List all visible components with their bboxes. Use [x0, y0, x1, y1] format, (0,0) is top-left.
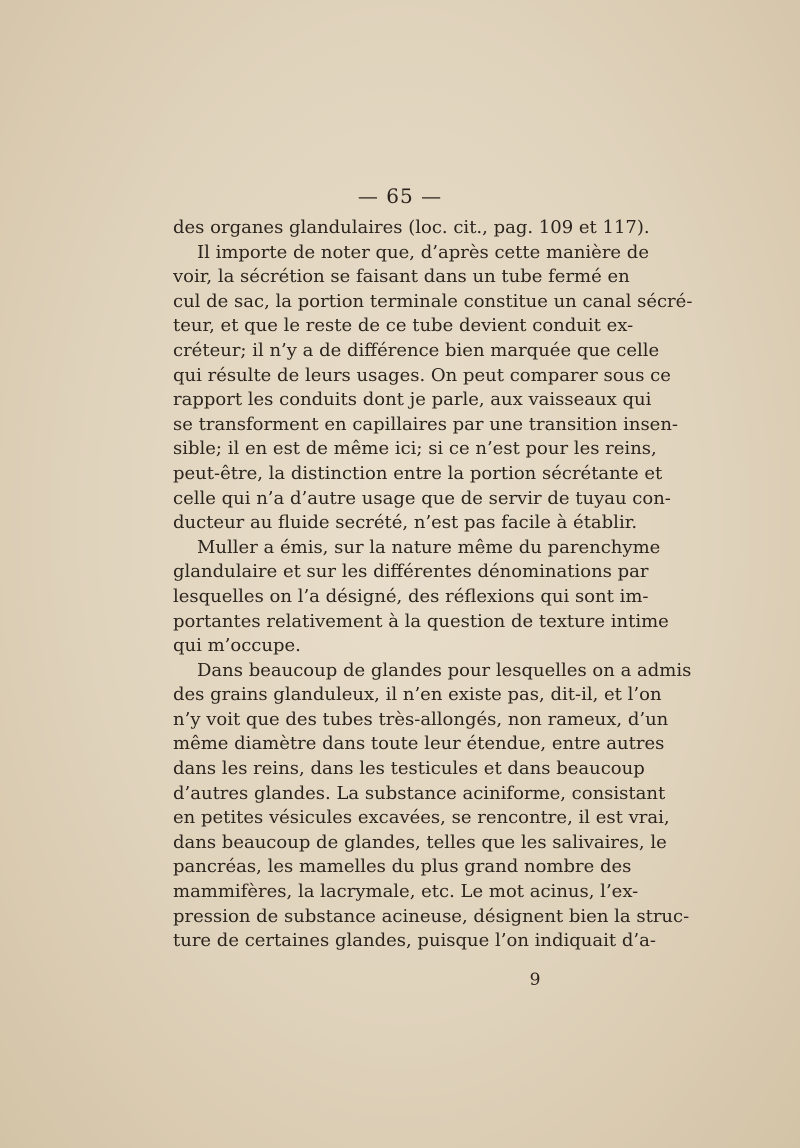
text-line: d’autres glandes. La substance aciniforme, consistant	[173, 782, 666, 804]
text-line: portantes relativement à la question de texture intime	[173, 610, 669, 632]
text-line: qui résulte de leurs usages. On peut comparer sous ce	[173, 364, 671, 386]
text-line: pression de substance acineuse, désignent bien la struc-	[173, 905, 690, 927]
text-line: qui m’occupe.	[173, 635, 301, 657]
text-line: teur, et que le reste de ce tube devient conduit ex-	[173, 315, 634, 337]
text-line: glandulaire et sur les différentes dénominations par	[173, 561, 649, 583]
signature-mark: 9	[529, 970, 541, 990]
text-line: des organes glandulaires (loc. cit., pag. 109 et 117).	[173, 217, 650, 238]
text-line: se transforment en capillaires par une transition insen-	[173, 413, 679, 435]
text-line: peut-être, la distinction entre la portion sécrétante et	[173, 462, 663, 484]
text-line: dans les reins, dans les testicules et dans beaucoup	[173, 758, 645, 780]
text-line: Muller a émis, sur la nature même du parenchyme	[197, 536, 661, 558]
text-line: dans beaucoup de glandes, telles que les salivaires, le	[173, 831, 667, 853]
text-line: ture de certaines glandes, puisque l’on indiquait d’a-	[173, 930, 656, 952]
text-line: voir, la sécrétion se faisant dans un tube fermé en	[173, 266, 630, 288]
text-line: Il importe de noter que, d’après cette manière de	[197, 241, 649, 263]
text-line: pancréas, les mamelles du plus grand nombre des	[173, 856, 632, 878]
text-line: ducteur au fluide secrété, n’est pas facile à établir.	[173, 512, 638, 534]
text-line: des grains glanduleux, il n’en existe pas, dit-il, et l’on	[173, 684, 662, 706]
text-line: n’y voit que des tubes très-allongés, non rameux, d’un	[173, 708, 669, 730]
text-line: créteur; il n’y a de différence bien marquée que celle	[173, 339, 660, 361]
text-line: mammifères, la lacrymale, etc. Le mot acinus, l’ex-	[173, 881, 639, 903]
text-line: sible; il en est de même ici; si ce n’est pour les reins,	[173, 438, 657, 460]
text-line: celle qui n’a d’autre usage que de servir de tuyau con-	[173, 487, 671, 509]
text-line: lesquelles on l’a désigné, des réflexions qui sont im-	[173, 585, 649, 607]
body-text	[173, 216, 693, 954]
text-line: même diamètre dans toute leur étendue, entre autres	[173, 733, 665, 755]
text-line: cul de sac, la portion terminale constitue un canal sécré-	[173, 290, 693, 312]
text-line: Dans beaucoup de glandes pour lesquelles on a admis	[197, 659, 692, 681]
text-line: en petites vésicules excavées, se rencontre, il est vrai,	[173, 807, 670, 829]
text-line: rapport les conduits dont je parle, aux vaisseaux qui	[173, 389, 652, 411]
page-number: — 65 —	[357, 184, 443, 208]
